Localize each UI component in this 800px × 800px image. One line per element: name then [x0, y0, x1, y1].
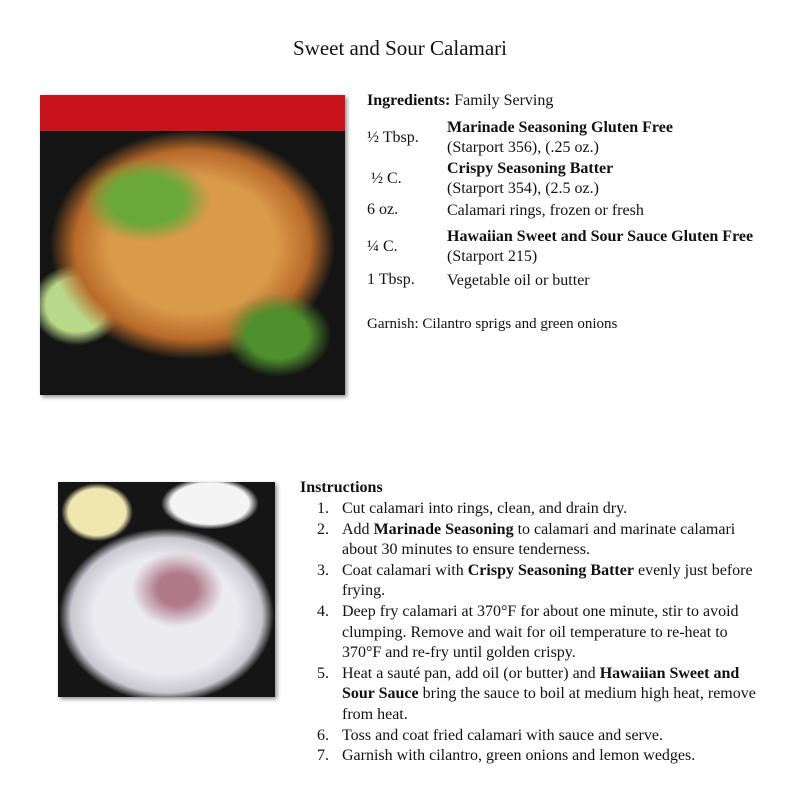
ingredient-amount: ½ Tbsp.	[367, 129, 419, 146]
instruction-step	[300, 602, 770, 664]
ingredient-detail: (Starport 356), (.25 oz.)	[447, 139, 599, 156]
step-text: bring the sauce to boil at medium high heat, remove from heat.	[342, 685, 756, 723]
instruction-step	[300, 520, 770, 561]
ingredient-name: Crispy Seasoning Batter	[447, 160, 614, 177]
ingredient-item	[447, 201, 644, 221]
ingredients-label: Ingredients:	[367, 92, 451, 109]
ingredient-detail: Calamari rings, frozen or fresh	[447, 202, 644, 219]
ingredient-item	[447, 118, 673, 158]
step-text: Heat a sauté pan, add oil (or butter) and	[342, 664, 600, 682]
instructions-list	[300, 499, 770, 767]
ingredient-amount: ¼ C.	[367, 238, 398, 255]
raw-calamari-photo	[58, 482, 275, 697]
step-text: Deep fry calamari at 370°F for about one minute, stir to avoid clumping. Remove and wait for oil temperature to re-heat to 370°F and re-fry until golden crispy.	[342, 602, 739, 662]
product-name: Hawaiian Sweet and Sour Sauce	[342, 664, 740, 703]
step-number: 7.	[317, 747, 329, 765]
step-text: evenly just before frying.	[342, 561, 753, 600]
ingredient-name: Hawaiian Sweet and Sour Sauce Gluten Free	[447, 228, 754, 245]
ingredient-item	[447, 159, 613, 199]
step-number: 6.	[317, 726, 329, 744]
ingredient-item	[447, 271, 590, 291]
step-text: Toss and coat fried calamari with sauce and serve.	[342, 726, 663, 744]
instruction-step	[300, 726, 770, 747]
ingredient-amount: 6 oz.	[367, 201, 399, 218]
step-text: Garnish with cilantro, green onions and lemon wedges.	[342, 747, 696, 765]
step-number: 2.	[317, 520, 329, 538]
ingredient-detail: Vegetable oil or butter	[447, 272, 590, 289]
ingredient-detail: (Starport 215)	[447, 248, 538, 265]
ingredients-heading	[367, 92, 553, 110]
ingredient-amount: ½ C.	[371, 170, 402, 187]
fried-calamari-photo	[40, 95, 345, 395]
instruction-step	[300, 499, 770, 520]
instruction-step	[300, 746, 770, 767]
ingredient-amount: 1 Tbsp.	[367, 271, 415, 288]
step-text: to calamari and marinate calamari about 30 minutes to ensure tenderness.	[342, 520, 736, 559]
ingredient-detail: (Starport 354), (2.5 oz.)	[447, 180, 599, 197]
step-number: 1.	[317, 500, 329, 517]
step-text: Coat calamari with	[342, 561, 468, 579]
page-title: Sweet and Sour Calamari	[292, 36, 508, 60]
step-number: 3.	[317, 561, 329, 579]
product-name: Marinade Seasoning	[373, 520, 514, 538]
step-text: Add	[342, 520, 374, 538]
ingredient-item	[447, 227, 767, 267]
serving-size: Family Serving	[454, 92, 554, 109]
instructions-heading: Instructions	[300, 479, 383, 496]
ingredient-name: Marinade Seasoning Gluten Free	[447, 119, 673, 136]
step-text: Cut calamari into rings, clean, and drain dry.	[342, 500, 628, 517]
instruction-step	[300, 664, 770, 726]
step-number: 5.	[317, 664, 329, 682]
garnish-note: Garnish: Cilantro sprigs and green onions	[367, 316, 618, 332]
product-name: Crispy Seasoning Batter	[467, 561, 634, 579]
instruction-step	[300, 561, 770, 602]
step-number: 4.	[317, 602, 329, 620]
